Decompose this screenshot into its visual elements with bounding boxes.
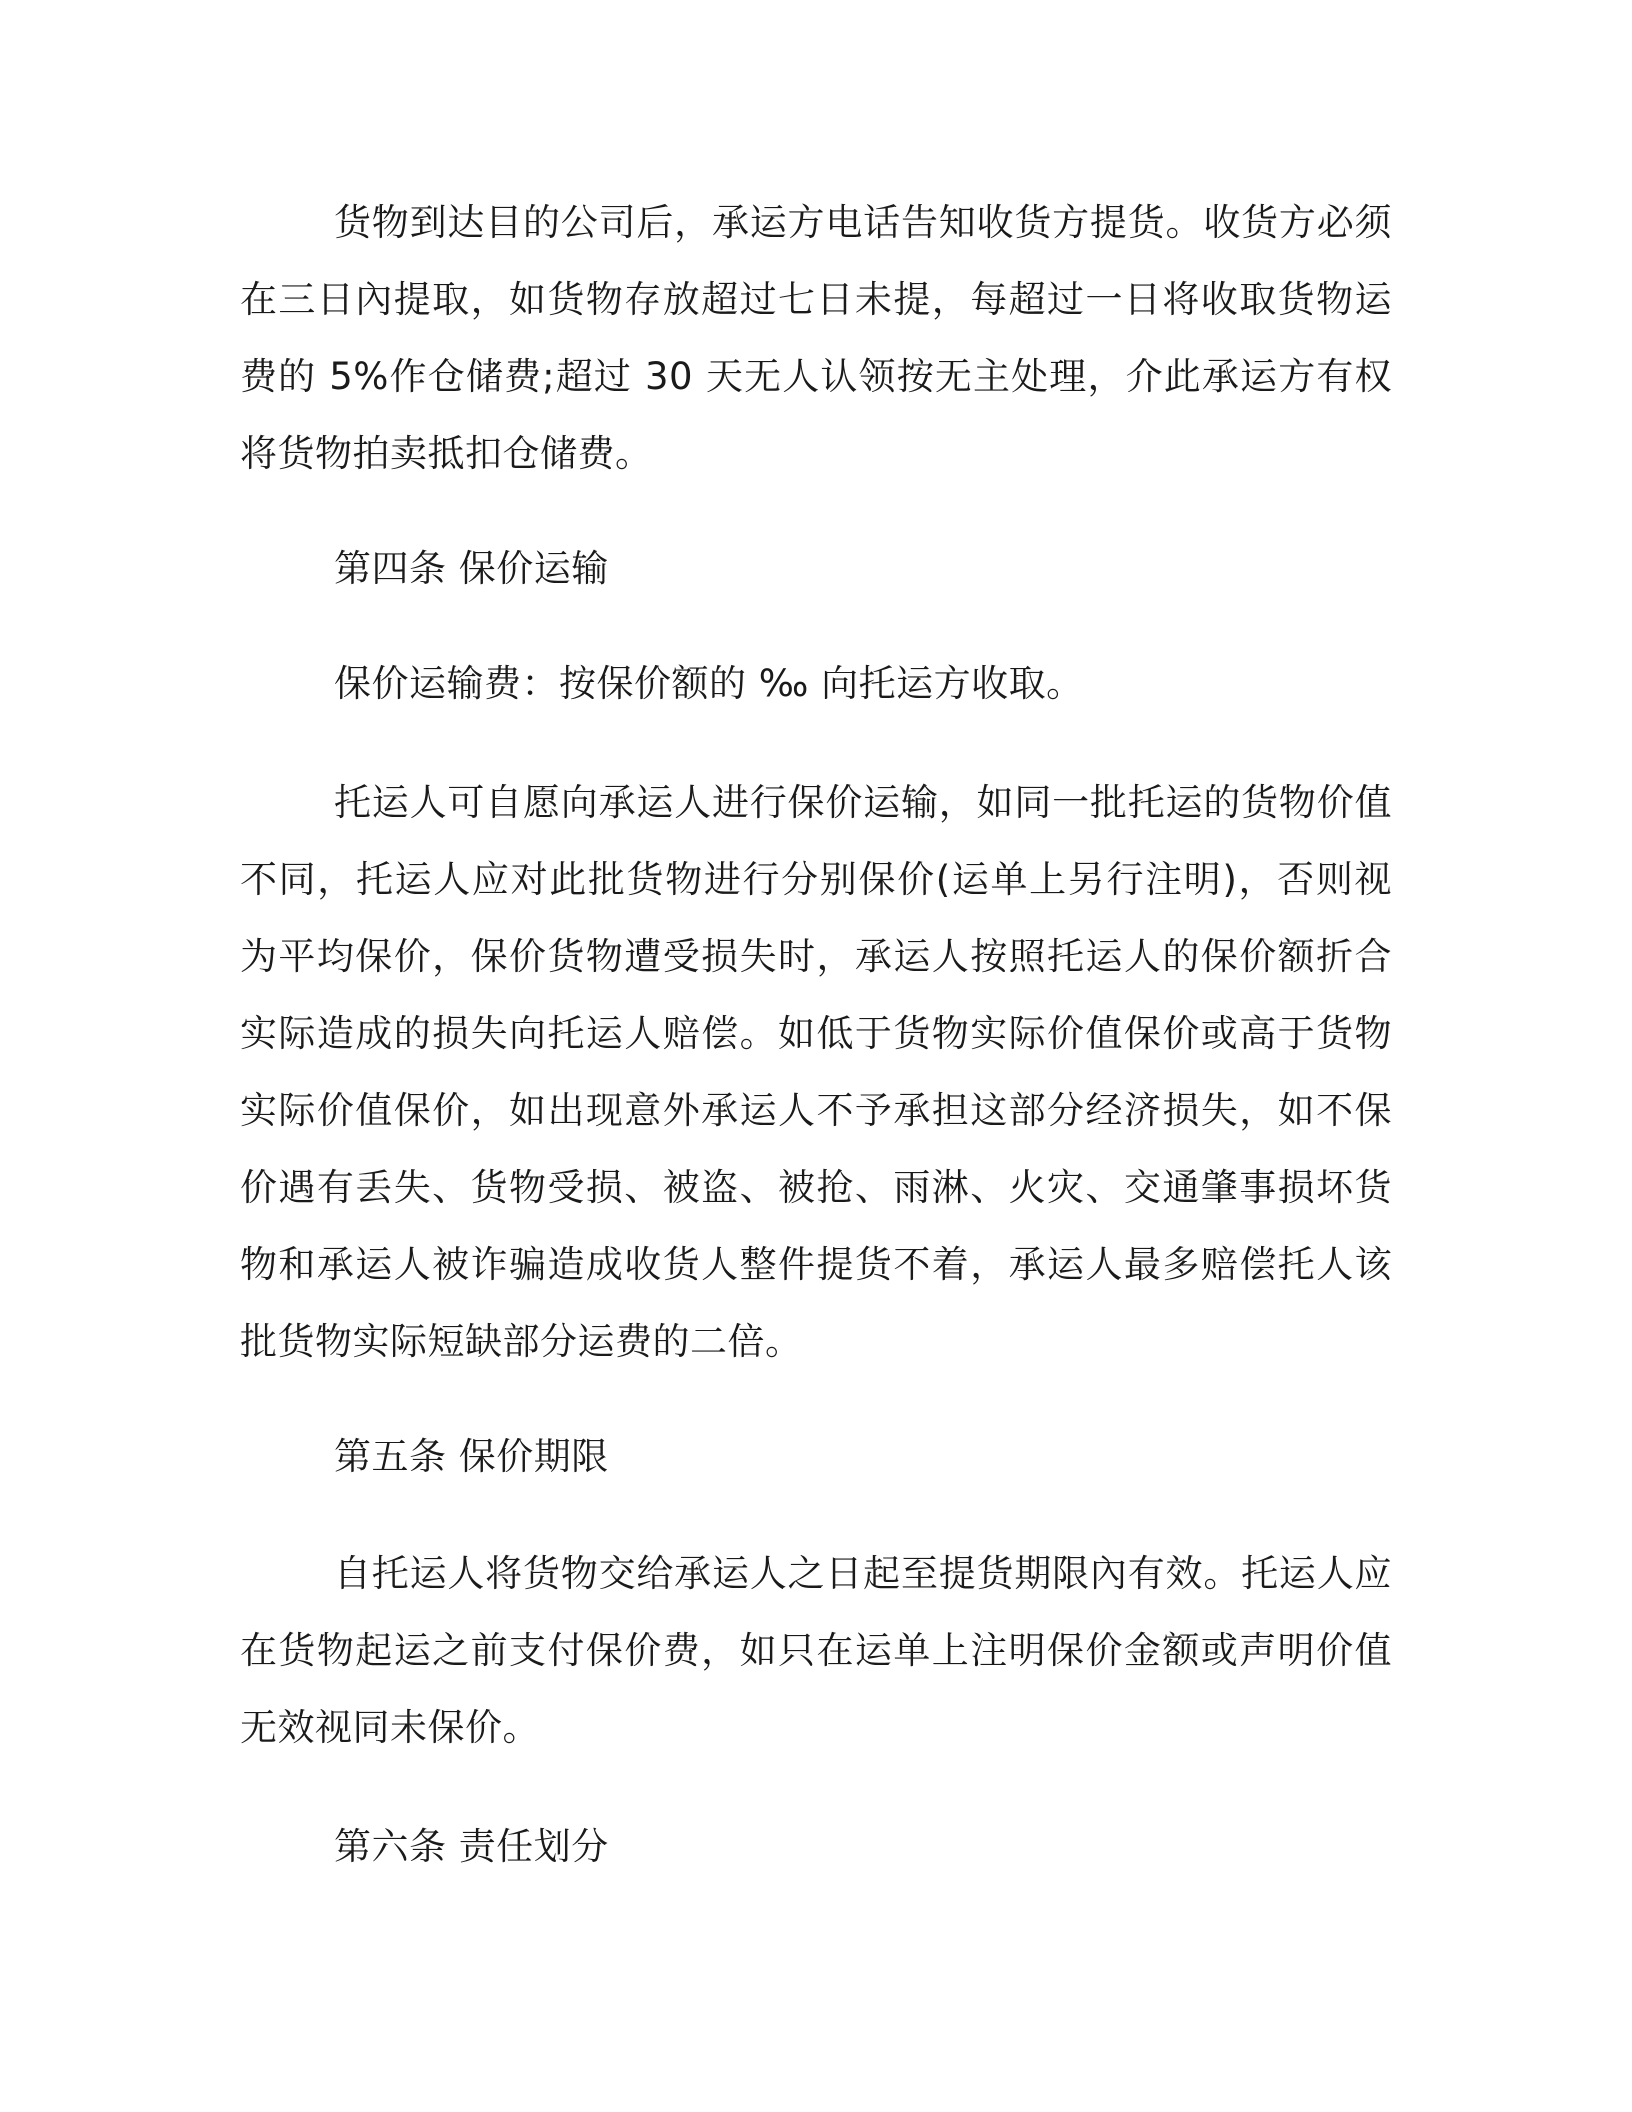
document-body <box>240 184 1392 1885</box>
paragraph-insured-transport: 托运人可自愿向承运人进行保价运输，如同一批托运的货物价值不同，托运人应对此批货物进行分别保价(运单上另行注明)，否则视为平均保价，保价货物遭受损失时，承运人按照托运人的保价额折合实际造成的损失向托运人赔偿。如低于货物实际价值保价或高于货物实际价值保价，如出现意外承运人不予承担这部分经济损失，如不保价遇有丢失、货物受损、被盗、被抢、雨淋、火灾、交通肇事损坏货物和承运人被诈骗造成收货人整件提货不着，承运人最多赔偿托人该批货物实际短缺部分运费的二倍。 <box>240 781 1392 1363</box>
article-4-heading: 第四条 保价运输 <box>334 547 609 590</box>
article-6-heading: 第六条 责任划分 <box>334 1825 609 1868</box>
paragraph-insured-fee: 保价运输费：按保价额的 ‰ 向托运方收取。 <box>334 662 1084 705</box>
article-5-heading: 第五条 保价期限 <box>334 1435 609 1478</box>
paragraph-pickup-storage: 货物到达目的公司后，承运方电话告知收货方提货。收货方必须在三日內提取，如货物存放超过七日未提，每超过一日将收取货物运费的 5%作仓储费;超过 30 天无人认领按无主处理，介此承运方有权将货物拍卖抵扣仓储费。 <box>240 201 1392 475</box>
paragraph-insured-period: 自托运人将货物交给承运人之日起至提货期限內有效。托运人应在货物起运之前支付保价费，如只在运单上注明保价金额或声明价值无效视同未保价。 <box>240 1552 1392 1749</box>
